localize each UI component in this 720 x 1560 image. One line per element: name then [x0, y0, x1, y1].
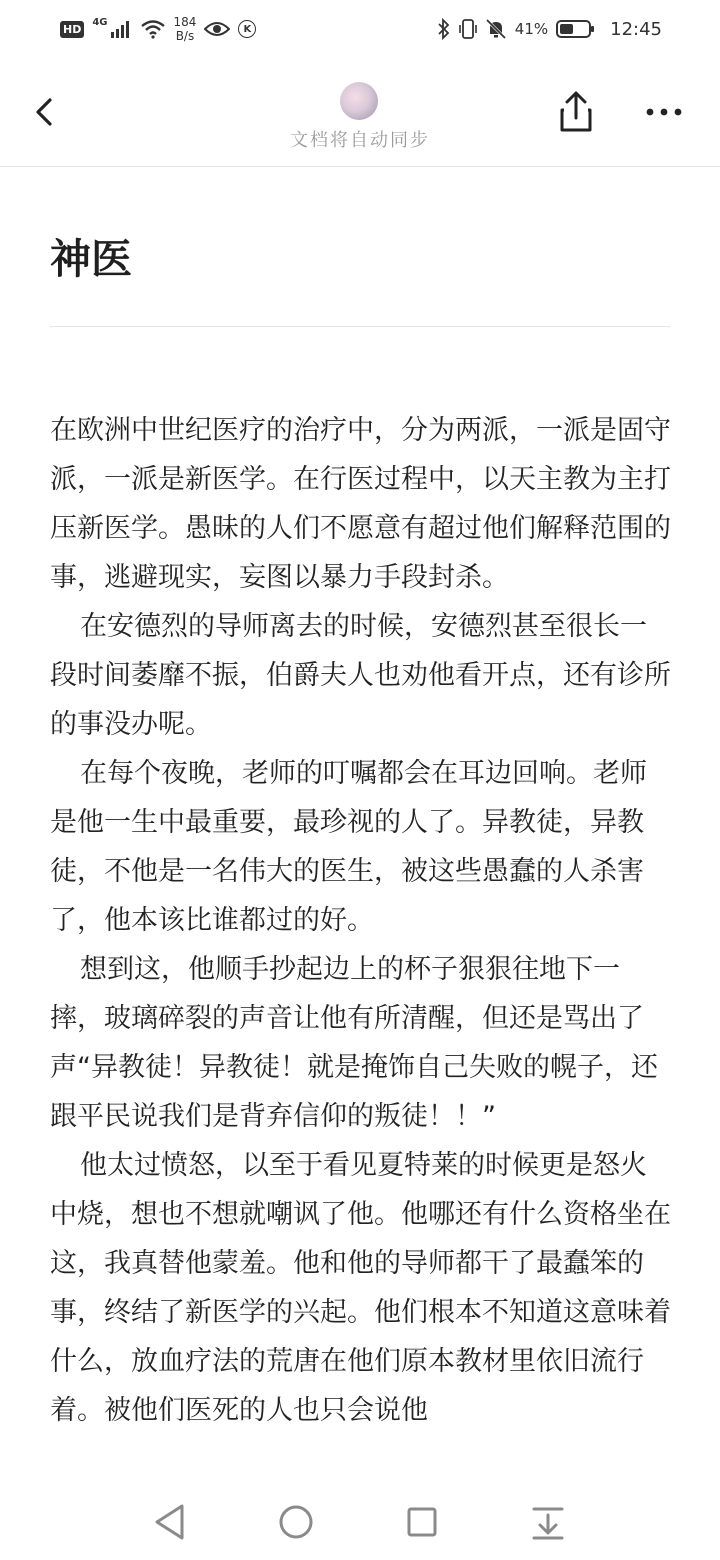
nav-home-button[interactable]: [274, 1500, 318, 1544]
battery-icon: [556, 19, 596, 39]
battery-percent: 41%: [514, 20, 549, 38]
wifi-icon: [140, 19, 166, 39]
bluetooth-icon: [437, 18, 451, 40]
status-bar: [0, 0, 720, 58]
network-speed: [174, 15, 197, 43]
signal-icon: [110, 20, 132, 38]
mute-icon: [485, 18, 507, 40]
status-left: [60, 12, 256, 46]
paragraph[interactable]: 想到这，他顺手抄起边上的杯子狠狠往地下一摔，玻璃碎裂的声音让他有所清醒，但还是骂出了声“异教徒！异教徒！就是掩饰自己失败的幌子，还跟平民说我们是背弃信仰的叛徒！！”: [50, 954, 658, 1132]
share-button[interactable]: [556, 90, 596, 134]
clock: 12:45: [610, 18, 662, 40]
k-icon: K: [238, 20, 256, 38]
recents-square-icon: [406, 1506, 438, 1538]
document-toolbar: [0, 58, 720, 167]
speed-unit: B/s: [175, 29, 195, 43]
paragraph[interactable]: 在每个夜晚，老师的叮嘱都会在耳边回响。老师是他一生中最重要，最珍视的人了。异教徒，异教徒，不他是一名伟大的医生，被这些愚蠢的人杀害了，他本该比谁都过的好。: [50, 758, 647, 936]
more-button[interactable]: [644, 98, 684, 126]
title-divider: [50, 326, 670, 327]
status-right: [437, 12, 662, 46]
avatar[interactable]: [340, 82, 378, 120]
paragraph[interactable]: 在安德烈的导师离去的时候，安德烈甚至很长一段时间萎靡不振，伯爵夫人也劝他看开点，还有诊所的事没办呢。: [50, 611, 671, 740]
document-body[interactable]: [50, 406, 672, 1435]
paragraph[interactable]: 他太过愤怒，以至于看见夏特莱的时候更是怒火中烧，想也不想就嘲讽了他。他哪还有什么资格坐在这，我真替他蒙羞。他和他的导师都干了最蠢笨的事，终结了新医学的兴起。他们根本不知道这意味着什么，放血疗法的荒唐在他们原本教材里依旧流行着。被他们医死的人也只会说他: [50, 1150, 671, 1426]
network-type: 4G: [92, 16, 108, 28]
vibrate-icon: [459, 18, 477, 40]
speed-value: 184: [173, 15, 197, 29]
notification-pulldown-icon: [531, 1504, 565, 1540]
hd-badge: HD: [60, 21, 84, 38]
home-circle-icon: [278, 1504, 314, 1540]
paragraph[interactable]: 在欧洲中世纪医疗的治疗中，分为两派，一派是固守派，一派是新医学。在行医过程中，以天主教为主打压新医学。愚昧的人们不愿意有超过他们解释范围的事，逃避现实，妄图以暴力手段封杀。: [50, 415, 671, 593]
nav-recents-button[interactable]: [400, 1500, 444, 1544]
system-nav-bar: [0, 1482, 720, 1560]
share-icon: [556, 90, 596, 134]
document-title[interactable]: 神医: [50, 235, 132, 283]
sync-status: 文档将自动同步: [290, 130, 430, 151]
eye-icon: [204, 20, 230, 38]
nav-notification-button[interactable]: [526, 1500, 570, 1544]
nav-back-button[interactable]: [148, 1500, 192, 1544]
more-icon: [644, 98, 684, 126]
back-triangle-icon: [153, 1503, 187, 1541]
